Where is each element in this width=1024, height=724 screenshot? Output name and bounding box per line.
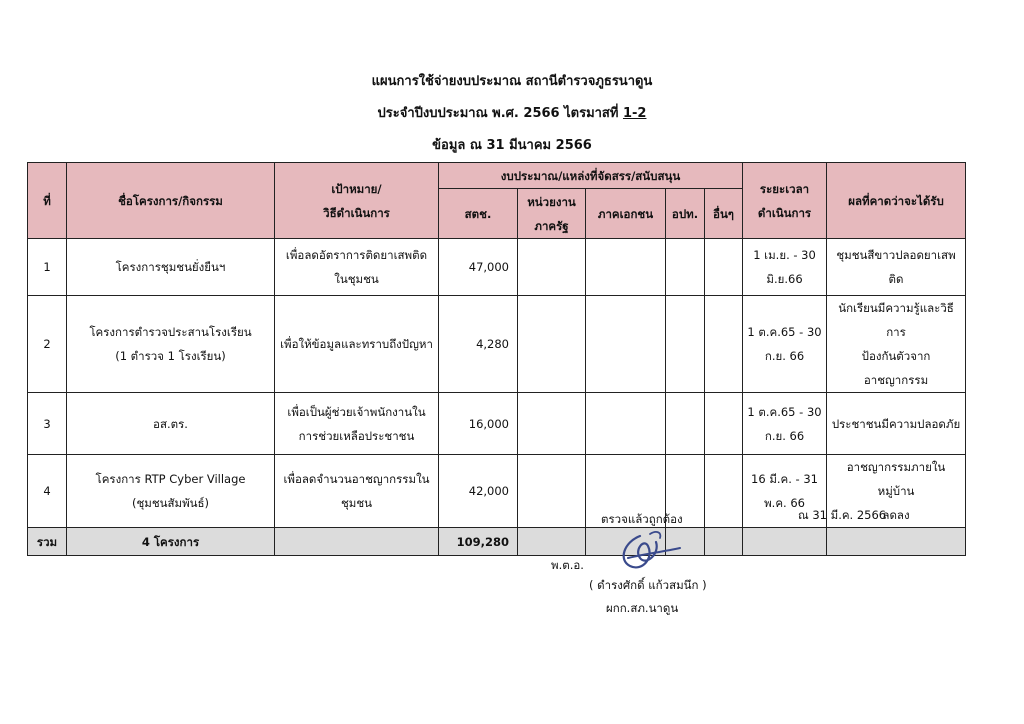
total-projects: 4 โครงการ bbox=[67, 528, 275, 556]
header-period-line2: ดำเนินการ bbox=[757, 205, 812, 220]
cell-goal-l2: ในชุมชน bbox=[334, 272, 379, 286]
header-period bbox=[743, 163, 827, 239]
total-sum: 109,280 bbox=[439, 528, 518, 556]
cell-sor-tor-chor: 4,280 bbox=[439, 296, 518, 393]
header-no: ที่ bbox=[28, 163, 67, 239]
title-line-2 bbox=[0, 98, 1024, 130]
cell-period-l1: 1 ต.ค.65 - 30 bbox=[747, 404, 822, 419]
cell-result bbox=[827, 393, 966, 455]
cell-project-l2: (1 ตำรวจ 1 โรงเรียน) bbox=[115, 349, 226, 363]
cell-private bbox=[586, 239, 666, 296]
cell-period-l2: ก.ย. 66 bbox=[764, 428, 805, 443]
cell-period-l2: ก.ย. 66 bbox=[764, 349, 805, 363]
cell-goal bbox=[275, 239, 439, 296]
cell-project-l2: (ชุมชนสัมพันธ์) bbox=[131, 496, 210, 510]
header-goal-line1: เป้าหมาย/ bbox=[331, 181, 382, 196]
header-goal bbox=[275, 163, 439, 239]
cell-gov bbox=[518, 239, 586, 296]
cell-sor-tor-chor: 16,000 bbox=[439, 393, 518, 455]
cell-goal-l1: เพื่อลดอัตราการติดยาเสพติด bbox=[285, 248, 428, 262]
verified-text: ตรวจแล้วถูกต้อง bbox=[601, 512, 683, 526]
table-header bbox=[28, 163, 966, 239]
cell-project bbox=[67, 296, 275, 393]
table-row bbox=[28, 239, 966, 296]
cell-goal bbox=[275, 455, 439, 528]
cell-goal-l1: เพื่อเป็นผู้ช่วยเจ้าพนักงานใน bbox=[287, 404, 426, 419]
cell-opt bbox=[666, 393, 705, 455]
handwritten-signature-icon bbox=[610, 528, 682, 574]
header-goal-line2: วิธีดำเนินการ bbox=[323, 205, 390, 220]
cell-period bbox=[743, 393, 827, 455]
cell-goal bbox=[275, 296, 439, 393]
cell-other bbox=[705, 296, 743, 393]
header-gov-line2: ภาครัฐ bbox=[534, 218, 569, 233]
header-other: อื่นๆ bbox=[705, 189, 743, 239]
cell-period-l1: 1 ต.ค.65 - 30 bbox=[747, 325, 822, 339]
cell-period bbox=[743, 239, 827, 296]
cell-private bbox=[586, 393, 666, 455]
title-line-1: แผนการใช้จ่ายงบประมาณ สถานีตำรวจภูธรนาดูน bbox=[371, 74, 653, 89]
total-goal-empty bbox=[275, 528, 439, 556]
signer-name: ( ดำรงศักดิ์ แก้วสมนึก ) bbox=[589, 578, 707, 592]
signer-rank: พ.ต.อ. bbox=[551, 558, 584, 572]
cell-private bbox=[586, 296, 666, 393]
header-budget-group: งบประมาณ/แหล่งที่จัดสรร/สนับสนุน bbox=[439, 163, 743, 189]
cell-result-l2: ป้องกันตัวจากอาชญากรรม bbox=[861, 349, 931, 387]
header-sor-tor-chor: สตช. bbox=[439, 189, 518, 239]
cell-project-l1: อส.ตร. bbox=[153, 416, 188, 431]
header-project: ชื่อโครงการ/กิจกรรม bbox=[67, 163, 275, 239]
cell-other bbox=[705, 455, 743, 528]
cell-result-l1: ประชาชนมีความปลอดภัย bbox=[831, 416, 961, 431]
total-row bbox=[28, 528, 966, 556]
header-opt: อปท. bbox=[666, 189, 705, 239]
table-row bbox=[28, 296, 966, 393]
total-label: รวม bbox=[28, 528, 67, 556]
total-empty-cell bbox=[827, 528, 966, 556]
cell-result-l1: อาชญากรรมภายในหมู่บ้าน bbox=[846, 460, 946, 498]
total-empty-cell bbox=[743, 528, 827, 556]
cell-opt bbox=[666, 296, 705, 393]
cell-result-l2: ลดลง bbox=[882, 508, 910, 522]
cell-gov bbox=[518, 455, 586, 528]
total-empty-cell bbox=[705, 528, 743, 556]
cell-project bbox=[67, 393, 275, 455]
cell-project bbox=[67, 239, 275, 296]
cell-goal-l1: เพื่อลดจำนวนอาชญากรรมใน bbox=[283, 472, 430, 486]
budget-plan-table bbox=[27, 162, 966, 556]
total-empty-cell bbox=[518, 528, 586, 556]
header-gov bbox=[518, 189, 586, 239]
cell-period-l1: 16 มี.ค. - 31 bbox=[751, 472, 818, 486]
cell-goal bbox=[275, 393, 439, 455]
cell-project-l1: โครงการชุมชนยั่งยืนฯ bbox=[115, 260, 226, 274]
signer-position: ผกก.สภ.นาดูน bbox=[606, 601, 679, 615]
cell-other bbox=[705, 239, 743, 296]
cell-project bbox=[67, 455, 275, 528]
cell-goal-l1: เพื่อให้ข้อมูลและทราบถึงปัญหา bbox=[280, 337, 433, 351]
cell-period-l2: พ.ค. 66 bbox=[764, 496, 805, 510]
cell-project-l1: โครงการตำรวจประสานโรงเรียน bbox=[89, 325, 252, 339]
header-private: ภาคเอกชน bbox=[586, 189, 666, 239]
cell-result-l1: ชุมชนสีขาวปลอดยาเสพติด bbox=[836, 248, 956, 286]
cell-period-l1: 1 เม.ย. - 30 bbox=[753, 248, 816, 262]
cell-no: 1 bbox=[28, 239, 67, 296]
title-quarter: 1-2 bbox=[622, 106, 647, 121]
cell-sor-tor-chor: 42,000 bbox=[439, 455, 518, 528]
cell-project-l1: โครงการ RTP Cyber Village bbox=[95, 472, 246, 486]
cell-goal-l2: การช่วยเหลือประชาชน bbox=[298, 428, 415, 443]
cell-result-l1: นักเรียนมีความรู้และวิธีการ bbox=[838, 301, 954, 339]
header-result: ผลที่คาดว่าจะได้รับ bbox=[827, 163, 966, 239]
cell-gov bbox=[518, 296, 586, 393]
table-row bbox=[28, 393, 966, 455]
cell-period-l2: มิ.ย.66 bbox=[766, 272, 803, 286]
cell-sor-tor-chor: 47,000 bbox=[439, 239, 518, 296]
document-titles bbox=[0, 66, 1024, 162]
cell-other bbox=[705, 393, 743, 455]
cell-no: 3 bbox=[28, 393, 67, 455]
cell-no: 4 bbox=[28, 455, 67, 528]
cell-result bbox=[827, 239, 966, 296]
title-line-2-prefix: ประจำปีงบประมาณ พ.ศ. 2566 ไตรมาสที่ bbox=[377, 106, 623, 121]
signature-date: ณ 31 มี.ค. 2566 bbox=[798, 508, 887, 522]
cell-no: 2 bbox=[28, 296, 67, 393]
title-line-3: ข้อมูล ณ 31 มีนาคม 2566 bbox=[432, 138, 592, 153]
cell-period bbox=[743, 296, 827, 393]
cell-goal-l2: ชุมชน bbox=[340, 496, 373, 510]
header-gov-line1: หน่วยงาน bbox=[527, 194, 576, 209]
cell-result bbox=[827, 296, 966, 393]
cell-gov bbox=[518, 393, 586, 455]
header-period-line1: ระยะเวลา bbox=[759, 181, 810, 196]
cell-opt bbox=[666, 239, 705, 296]
